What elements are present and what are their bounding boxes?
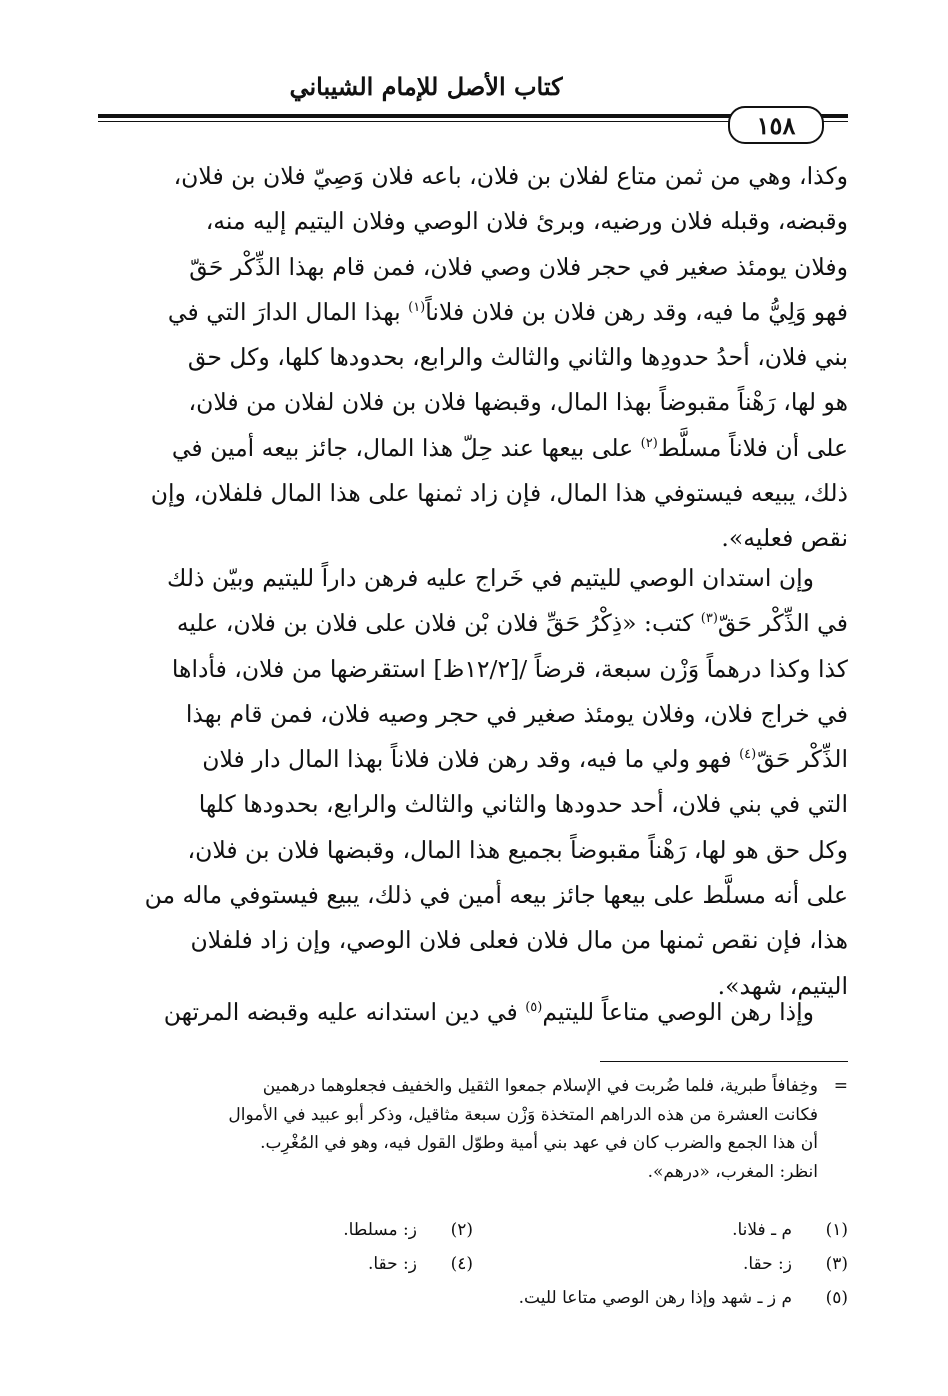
footnote-ref-1[interactable]: (١) bbox=[408, 300, 426, 316]
footnote-text: م ـ فلانا. bbox=[732, 1220, 792, 1240]
footnote-ref-3[interactable]: (٣) bbox=[700, 611, 718, 627]
text-segment: في دين استدانه عليه وقبضه المرتهن bbox=[163, 998, 526, 1026]
paragraph-2 bbox=[98, 556, 848, 1009]
page-header-title: كتاب الأصل للإمام الشيباني bbox=[289, 72, 563, 101]
footnote-line bbox=[98, 1101, 848, 1130]
text-line bbox=[98, 290, 848, 335]
paragraph-1 bbox=[98, 154, 848, 562]
text-segment: على بيعها عند حِلّ هذا المال، جائز بيعه أمين في bbox=[171, 433, 641, 462]
text-line: اليتيم، شهد». bbox=[717, 971, 848, 1000]
footnote-number: (٥) bbox=[825, 1288, 848, 1308]
footnote-5 bbox=[148, 1282, 848, 1316]
text-line: هذا، فإن نقص ثمنها من مال فلان فعلى فلان الوصي، وإن زاد فلفلان bbox=[190, 926, 848, 955]
page-number: ١٥٨ bbox=[728, 106, 824, 144]
footnote-continuation bbox=[98, 1072, 848, 1186]
footnote-ref-2[interactable]: (٢) bbox=[640, 435, 658, 451]
footnote-text: انظر: المغرب، «درهم». bbox=[647, 1161, 818, 1182]
paragraph-3 bbox=[98, 990, 848, 1035]
continuation-mark: = bbox=[833, 1076, 848, 1096]
footnote-separator bbox=[600, 1061, 848, 1062]
text-line bbox=[98, 426, 848, 471]
footnote-number: (٣) bbox=[825, 1254, 848, 1274]
footnote-text: وخِفافاً طبرية، فلما ضُربت في الإسلام جمعوا الثقيل والخفيف فجعلوهما درهمين bbox=[262, 1076, 818, 1096]
text-line: وفلان يومئذ صغير في حجر فلان وصي فلان، فمن قام بهذا الذِّكْر حَقّ bbox=[189, 252, 848, 281]
text-line: على أنه مسلَّط على بيعها جائز بيعه أمين في ذلك، يبيع فيستوفي ماله من bbox=[144, 881, 848, 910]
text-segment: فهو وَلِيُّ ما فيه، وقد رهن فلان بن فلان فلاناً bbox=[425, 297, 848, 326]
footnote-number: (٢) bbox=[450, 1220, 473, 1240]
text-line bbox=[98, 601, 848, 646]
text-line: وإن استدان الوصي لليتيم في خَراج عليه فرهن داراً لليتيم وبيّن ذلك bbox=[167, 564, 814, 592]
footnote-1 bbox=[473, 1214, 848, 1248]
footnote-row bbox=[98, 1248, 848, 1282]
text-line: ذلك، يبيعه فيستوفي هذا المال، فإن زاد ثمنها على هذا المال فلفلان، وإن bbox=[150, 479, 848, 508]
text-segment: بهذا المال الدارَ التي في bbox=[167, 297, 409, 326]
footnote-row bbox=[98, 1214, 848, 1248]
text-line: التي في بني فلان، أحد حدودها والثاني والثالث والرابع، بحدودها كلها bbox=[198, 790, 848, 819]
text-line: وكذا، وهي من ثمن متاع لفلان بن فلان، باعه فلان وَصِيّ فلان بن فلان، bbox=[173, 162, 848, 190]
text-line: هو لها، رَهْناً مقبوضاً بهذا المال، وقبضها فلان بن فلان لفلان من فلان، bbox=[188, 388, 848, 417]
footnote-ref-4[interactable]: (٤) bbox=[739, 747, 757, 763]
text-segment: على أن فلاناً مسلَّط bbox=[657, 433, 848, 462]
text-line: نقص فعليه». bbox=[721, 524, 848, 553]
footnote-number: (١) bbox=[825, 1220, 848, 1240]
footnote-2 bbox=[98, 1214, 473, 1248]
footnote-line bbox=[98, 1072, 848, 1101]
footnote-line bbox=[98, 1158, 848, 1187]
text-segment: الذِّكْر حَقّ bbox=[756, 745, 848, 774]
text-line: كذا وكذا درهماً وَزْن سبعة، قرضاً /[١٢/٢ظ] استقرضها من فلان، فأداها bbox=[171, 654, 848, 683]
text-line: في خراج فلان، وفلان يومئذ صغير في حجر وصيه فلان، فمن قام بهذا bbox=[185, 699, 848, 728]
text-segment: كتب: «ذِكْرُ حَقِّ فلان بْن فلان على فلان بن فلان، عليه bbox=[176, 609, 701, 638]
footnote-text: ز: حقا. bbox=[742, 1254, 792, 1274]
footnote-number: (٤) bbox=[450, 1254, 473, 1274]
footnote-text: ز: مسلطا. bbox=[343, 1220, 417, 1240]
footnote-line bbox=[98, 1129, 848, 1158]
footnote-text: ز: حقا. bbox=[367, 1254, 417, 1274]
text-line: بني فلان، أحدُ حدودِها والثاني والثالث والرابع، بحدودها كلها، وكل حق bbox=[187, 343, 848, 372]
footnote-list bbox=[98, 1214, 848, 1316]
text-segment: في الذِّكْر حَقّ bbox=[717, 609, 848, 638]
footnote-text: أن هذا الجمع والضرب كان في عهد بني أمية وطوّل القول فيه، وهو في المُغْرِب. bbox=[260, 1133, 818, 1153]
text-line bbox=[98, 737, 848, 782]
text-line: وقبضه، وقبله فلان ورضيه، وبرئ فلان الوصي وفلان اليتيم إليه منه، bbox=[205, 207, 848, 236]
footnote-text: م ز ـ شهد وإذا رهن الوصي متاعا لليت. bbox=[518, 1288, 792, 1308]
text-line bbox=[98, 990, 848, 1035]
footnote-ref-5[interactable]: (٥) bbox=[525, 1000, 543, 1016]
footnote-3 bbox=[473, 1248, 848, 1282]
footnote-text: فكانت العشرة من هذه الدراهم المتخذة وَزْن سبعة مثاقيل، وذكر أبو عبيد في الأموال bbox=[228, 1104, 818, 1125]
footnote-row bbox=[98, 1282, 848, 1316]
text-segment: فهو ولي ما فيه، وقد رهن فلان فلاناً بهذا المال دار فلان bbox=[202, 745, 740, 774]
footnote-4 bbox=[98, 1248, 473, 1282]
text-segment: وإذا رهن الوصي متاعاً لليتيم bbox=[542, 998, 814, 1026]
text-line: وكل حق هو لها، رَهْناً مقبوضاً بجميع هذا المال، وقبضها فلان بن فلان، bbox=[187, 835, 848, 864]
